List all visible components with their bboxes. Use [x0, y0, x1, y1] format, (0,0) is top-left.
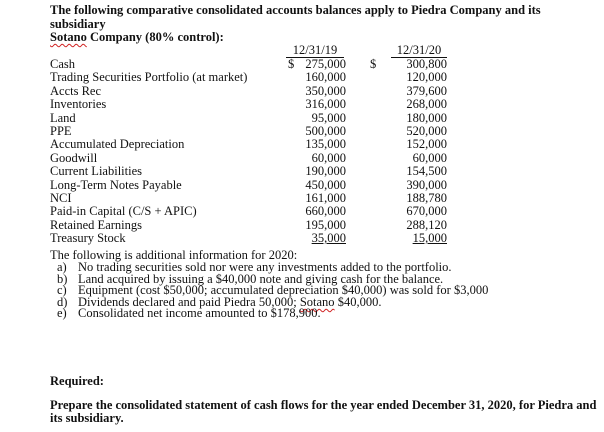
value-2020: 188,780 — [406, 190, 447, 205]
currency-symbol-2019: $ — [288, 57, 295, 71]
value-2020: 154,500 — [406, 164, 447, 179]
value-2019: 190,000 — [305, 164, 346, 179]
item-text: Consolidated net income amounted to $178,900. — [78, 306, 321, 321]
row-label: Long-Term Notes Payable — [50, 177, 182, 192]
item-text: Equipment (cost $50,000; accumulated depreciation $40,000) was sold for $3,000 — [78, 283, 489, 298]
table-row — [50, 165, 470, 178]
value-2019: 350,000 — [305, 83, 346, 98]
table-row — [50, 125, 470, 138]
column-header-2020: 12/31/20 — [391, 44, 447, 58]
table-row — [50, 112, 470, 125]
row-label: Current Liabilities — [50, 164, 142, 179]
table-row — [50, 192, 470, 205]
value-2020: 152,000 — [406, 137, 447, 152]
currency-symbol-2020: $ — [370, 57, 377, 71]
row-label: Treasury Stock — [50, 231, 126, 246]
table-row — [50, 138, 470, 151]
row-label: Cash — [50, 57, 75, 71]
required-heading: Required: — [50, 374, 104, 388]
row-label: Paid-in Capital (C/S + APIC) — [50, 204, 197, 219]
row-label: PPE — [50, 123, 72, 138]
value-2020: 120,000 — [406, 70, 447, 85]
item-text-after: $40,000. — [334, 294, 382, 309]
table-row — [50, 58, 470, 71]
table-row — [50, 232, 470, 245]
item-text: Land acquired by issuing a $40,000 note and giving cash for the balance. — [78, 271, 444, 286]
table-header — [50, 44, 470, 58]
value-2020: 379,600 — [406, 83, 447, 98]
balances-table — [50, 44, 470, 245]
value-2020: 670,000 — [406, 204, 447, 219]
subsidiary-name: Sotano — [299, 294, 335, 309]
subsidiary-name: Sotano — [50, 30, 87, 44]
item-text: No trading securities sold nor were any investments added to the portfolio. — [78, 260, 452, 274]
problem-title — [50, 4, 598, 45]
value-2019: 195,000 — [305, 217, 346, 232]
item-letter: d) — [57, 294, 68, 309]
value-2019: 60,000 — [311, 150, 346, 165]
value-2019: 160,000 — [305, 70, 346, 85]
row-label: NCI — [50, 190, 72, 205]
table-row — [50, 179, 470, 192]
value-2020: 60,000 — [412, 150, 447, 165]
value-2019: 35,000 — [311, 231, 346, 246]
value-2019: 161,000 — [305, 190, 346, 205]
title-line-2: Company (80% control): — [86, 30, 224, 44]
value-2019: 660,000 — [305, 204, 346, 219]
row-label: Trading Securities Portfolio (at market) — [50, 70, 248, 85]
value-2020: 390,000 — [406, 177, 447, 192]
item-letter: c) — [57, 283, 67, 298]
row-label: Accts Rec — [50, 83, 102, 98]
table-row — [50, 71, 470, 84]
value-2019: 95,000 — [311, 110, 346, 125]
item-letter: b) — [57, 271, 68, 286]
table-row — [50, 98, 470, 111]
item-text-before: Dividends declared and paid Piedra 50,000; — [78, 294, 300, 309]
row-label: Land — [50, 110, 76, 125]
row-label: Goodwill — [50, 150, 98, 165]
value-2020: 268,000 — [406, 97, 447, 112]
title-line-1: The following comparative consolidated accounts balances apply to Piedra Company and its subsidiary — [50, 3, 541, 31]
column-header-2019: 12/31/19 — [286, 44, 344, 58]
row-label: Inventories — [50, 97, 107, 112]
additional-info-intro: The following is additional information for 2020: — [50, 248, 298, 262]
table-row — [50, 85, 470, 98]
value-2019: 135,000 — [305, 137, 346, 152]
item-letter: e) — [57, 306, 67, 321]
value-2019: 275,000 — [305, 57, 346, 71]
value-2020: 180,000 — [406, 110, 447, 125]
value-2020: 15,000 — [412, 231, 447, 246]
table-row — [50, 205, 470, 218]
value-2019: 316,000 — [305, 97, 346, 112]
value-2020: 520,000 — [406, 123, 447, 138]
value-2020: 300,800 — [406, 57, 447, 71]
item-letter: a) — [57, 260, 67, 274]
value-2019: 500,000 — [305, 123, 346, 138]
task-statement: Prepare the consolidated statement of cash flows for the year ended December 31, 2020, for Piedra and its subsidiary. — [50, 398, 597, 425]
value-2020: 288,120 — [406, 217, 447, 232]
table-row — [50, 219, 470, 232]
row-label: Retained Earnings — [50, 217, 142, 232]
value-2019: 450,000 — [305, 177, 346, 192]
table-row — [50, 152, 470, 165]
row-label: Accumulated Depreciation — [50, 137, 185, 152]
table-body — [50, 58, 470, 245]
